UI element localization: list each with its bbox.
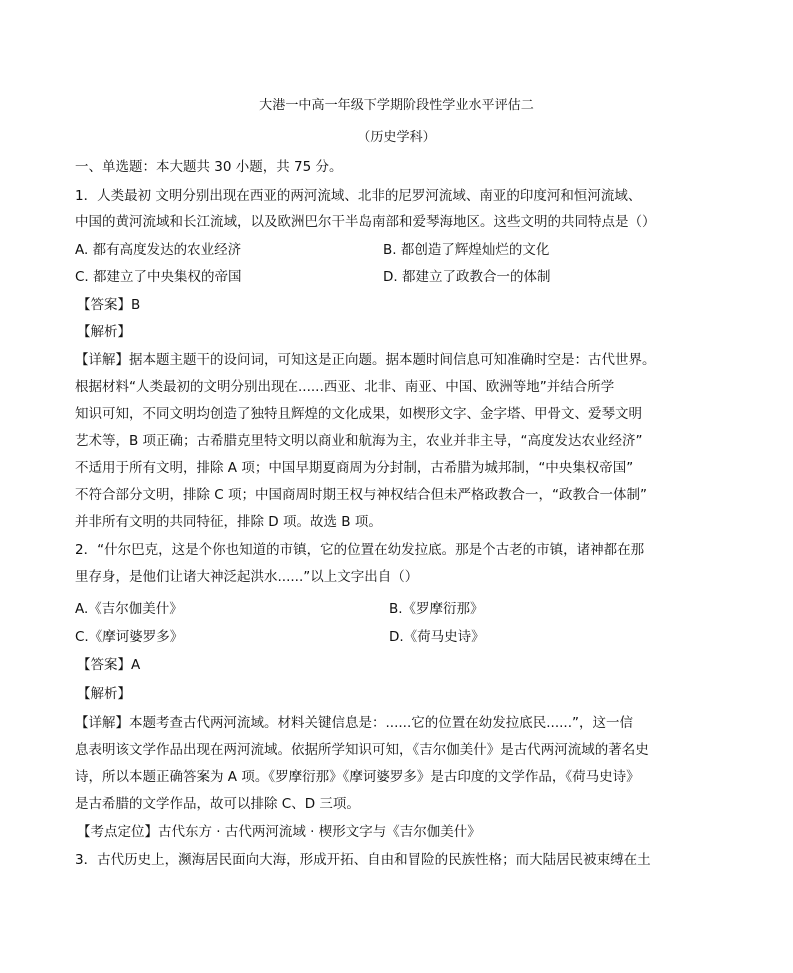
question-1-detail-line: 艺术等，B 项正确；古希腊克里特文明以商业和航海为主，农业并非主导，“高度发达农业经济” — [75, 433, 643, 449]
section-heading: 一、单选题：本大题共 30 小题，共 75 分。 — [75, 159, 343, 175]
question-2-answer: 【答案】A — [77, 657, 141, 673]
question-2-kaodian: 【考点定位】古代东方 · 古代两河流域 · 楔形文字与《吉尔伽美什》 — [77, 824, 481, 840]
question-1-detail-line: 知识可知，不同文明均创造了独特且辉煌的文化成果，如楔形文字、金字塔、甲骨文、爱琴文明 — [75, 406, 642, 422]
question-1-option-c: C. 都建立了中央集权的帝国 — [75, 269, 242, 285]
question-2-option-c: C.《摩诃婆罗多》 — [75, 629, 184, 645]
question-2-detail-line: 诗，所以本题正确答案为 A 项。《罗摩衍那》《摩诃婆罗多》是古印度的文学作品，《荷马史诗》 — [75, 769, 640, 785]
question-1-detail-line: 【详解】据本题主题干的设问词，可知这是正向题。据本题时间信息可知准确时空是：古代世界。 — [75, 352, 656, 368]
question-2-detail-line: 息表明该文学作品出现在两河流域。依据所学知识可知，《吉尔伽美什》是古代两河流域的著名史 — [75, 742, 649, 758]
question-3-stem-line: 3．古代历史上，濒海居民面向大海，形成开拓、自由和冒险的民族性格；而大陆居民被束缚在土 — [75, 852, 651, 868]
question-1-detail-line: 不适用于所有文明，排除 A 项；中国早期夏商周为分封制，古希腊为城邦制，“中央集权帝国” — [75, 460, 634, 476]
question-1-stem-line: 中国的黄河流域和长江流域，以及欧洲巴尔干半岛南部和爱琴海地区。这些文明的共同特点是（） — [75, 214, 656, 230]
question-2-detail-line: 是古希腊的文学作品，故可以排除 C、D 三项。 — [75, 796, 360, 812]
question-2-option-b: B.《罗摩衍那》 — [389, 601, 484, 617]
question-2-stem-line: 2．“什尔巴克，这是个你也知道的市镇，它的位置在幼发拉底。那是个古老的市镇，诸神都在那 — [75, 542, 645, 558]
question-2-detail-line: 【详解】本题考查古代两河流域。材料关键信息是：......它的位置在幼发拉底民......”，这一信 — [75, 715, 633, 731]
question-2-analysis-label: 【解析】 — [77, 686, 131, 702]
question-1-detail-line: 并非所有文明的共同特征，排除 D 项。故选 B 项。 — [75, 514, 382, 530]
question-2-option-d: D.《荷马史诗》 — [389, 629, 485, 645]
question-1-option-d: D. 都建立了政教合一的体制 — [383, 269, 551, 285]
question-1-option-b: B. 都创造了辉煌灿烂的文化 — [383, 242, 550, 258]
question-1-detail-line: 根据材料“人类最初的文明分别出现在......西亚、北非、南亚、中国、欧洲等地”并结合所学 — [75, 379, 615, 395]
question-1-option-a: A. 都有高度发达的农业经济 — [75, 242, 242, 258]
question-1-analysis-label: 【解析】 — [77, 324, 131, 340]
page-title: 大港一中高一年级下学期阶段性学业水平评估二 — [259, 98, 534, 113]
question-2-stem-line: 里存身，是他们让诸大神泛起洪水......”以上文字出自（） — [75, 569, 419, 585]
question-1-answer: 【答案】B — [77, 297, 141, 313]
question-2-option-a: A.《吉尔伽美什》 — [75, 601, 183, 617]
question-1-stem-line: 1．人类最初 文明分别出现在西亚的两河流域、北非的尼罗河流域、南亚的印度河和恒河流域、 — [75, 188, 642, 204]
question-1-detail-line: 不符合部分文明，排除 C 项；中国商周时期王权与神权结合但未严格政教合一，“政教合一体制” — [75, 487, 647, 503]
page-subtitle: （历史学科） — [357, 130, 436, 145]
